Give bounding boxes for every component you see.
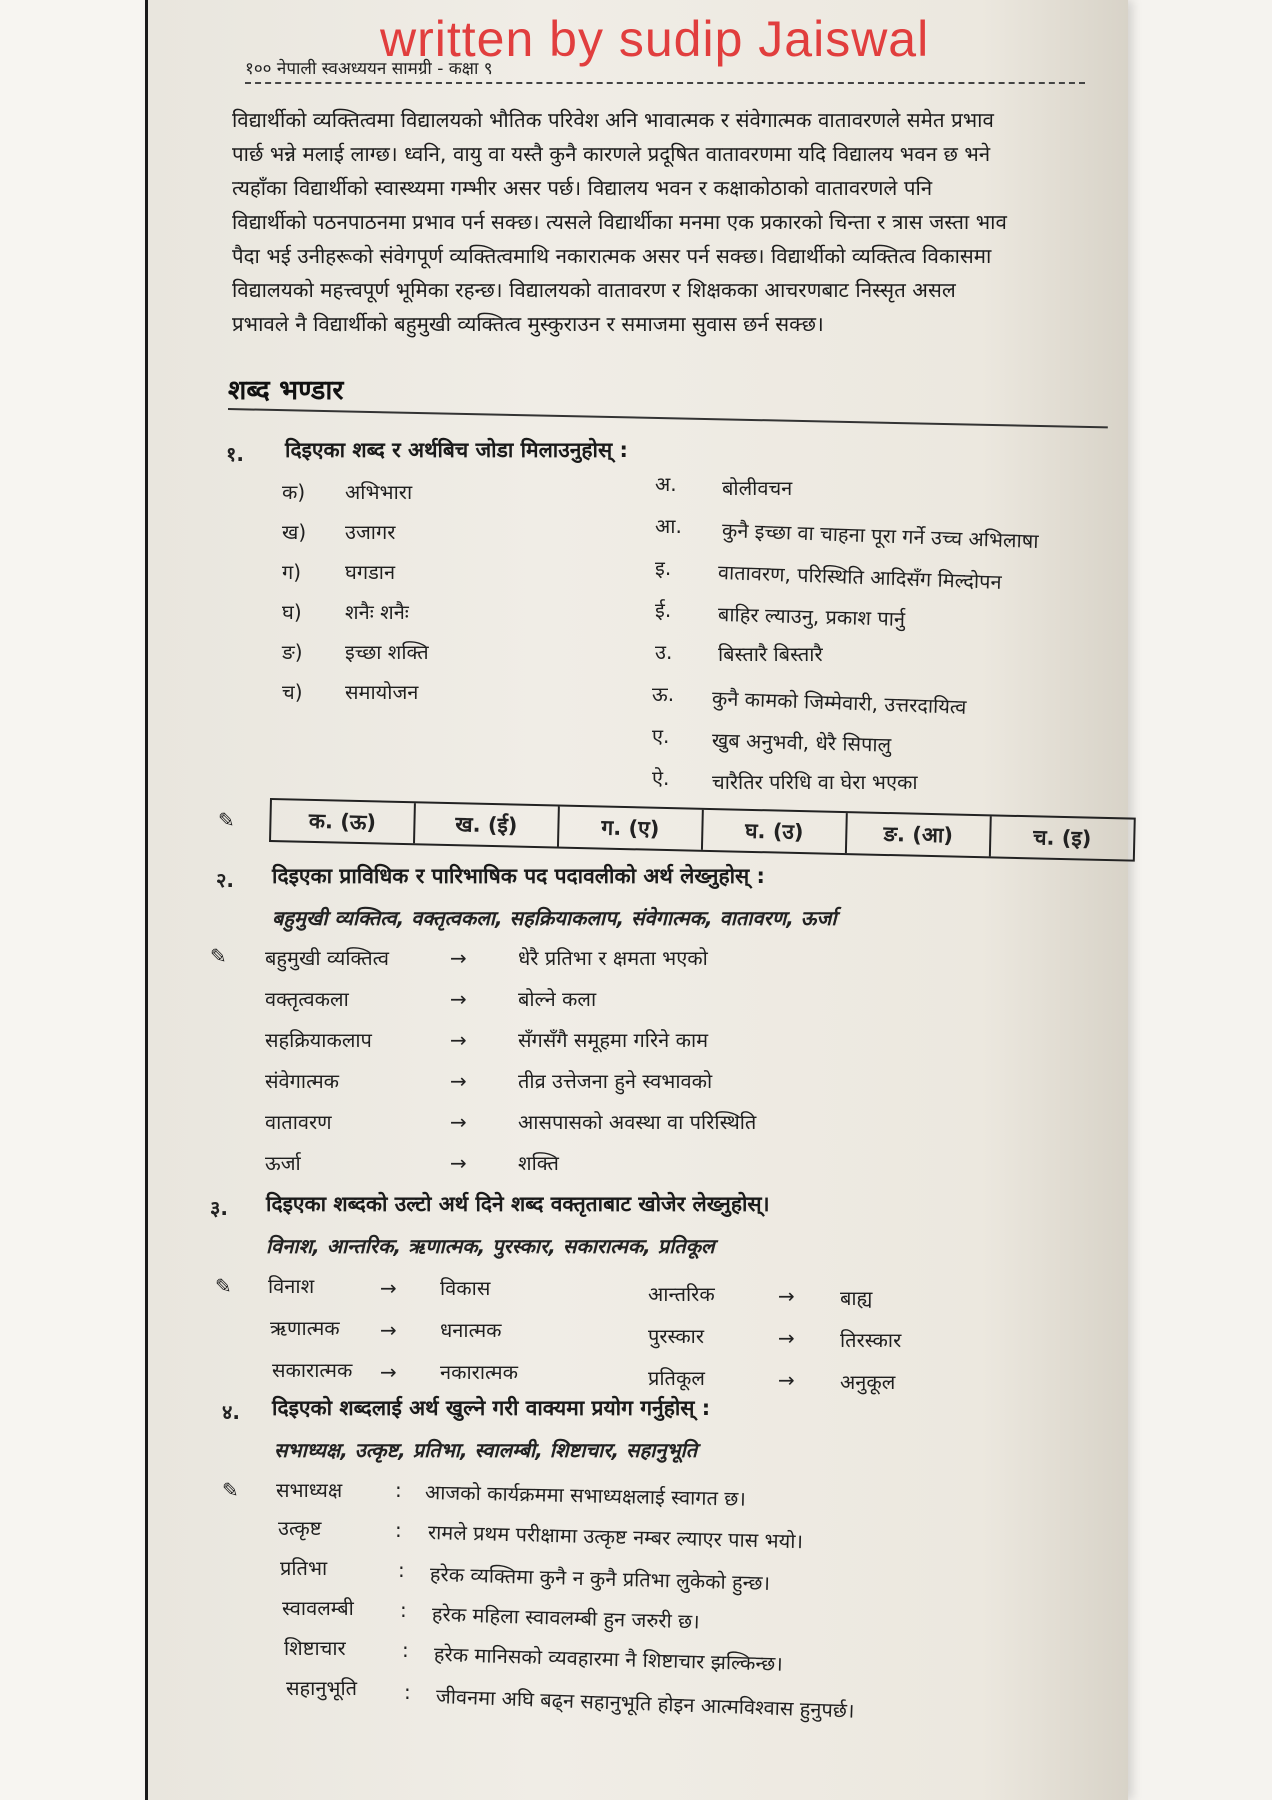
opposite-word: तिरस्कार <box>840 1328 902 1352</box>
match-right-meaning: बाहिर ल्याउनु, प्रकाश पार्नु <box>717 602 906 631</box>
left-margin <box>0 0 148 1800</box>
match-right-key: ए. <box>652 724 670 748</box>
pencil-icon: ✎ <box>210 944 227 968</box>
word: पुरस्कार <box>648 1324 705 1348</box>
paragraph-line: विद्यालयको महत्त्वपूर्ण भूमिका रहन्छ। विद्यालयको वातावरण र शिक्षकका आचरणबाट निस्सृत असल <box>232 278 956 302</box>
arrow-icon: → <box>450 987 467 1011</box>
question-text: दिइएको शब्दलाई अर्थ खुल्ने गरी वाक्यमा प्रयोग गर्नुहोस् : <box>272 1396 711 1420</box>
match-right-meaning: बोलीवचन <box>722 476 793 500</box>
pencil-icon: ✎ <box>222 1478 239 1502</box>
arrow-icon: → <box>380 1276 397 1300</box>
answer-cell: च. (इ) <box>1032 825 1092 851</box>
page-header: १०० नेपाली स्वअध्ययन सामग्री - कक्षा ९ <box>245 59 493 79</box>
sentence: आजको कार्यक्रममा सभाध्यक्षलाई स्वागत छ। <box>424 1480 747 1511</box>
sentence-word: स्वावलम्बी <box>282 1596 354 1620</box>
question-number: २. <box>216 868 234 892</box>
match-left-key: च) <box>282 680 303 704</box>
word: प्रतिकूल <box>648 1366 705 1390</box>
sentence: रामले प्रथम परीक्षामा उत्कृष्ट नम्बर ल्याएर पास भयो। <box>427 1520 804 1554</box>
match-right-key: आ. <box>655 514 682 538</box>
section-title: शब्द भण्डार <box>228 375 344 406</box>
right-margin <box>1128 0 1272 1800</box>
word: ऋणात्मक <box>270 1316 340 1340</box>
term-meaning: तीव्र उत्तेजना हुने स्वभावको <box>518 1069 713 1093</box>
match-left-word: इच्छा शक्ति <box>345 640 429 664</box>
match-right-key: उ. <box>655 640 673 664</box>
arrow-icon: → <box>380 1360 397 1384</box>
sentence-word: सहानुभूति <box>286 1676 358 1700</box>
match-left-key: घ) <box>282 600 302 624</box>
match-left-key: क) <box>282 480 306 504</box>
opposite-word: विकास <box>440 1276 491 1300</box>
arrow-icon: → <box>450 1028 467 1052</box>
match-left-word: अभिभारा <box>345 480 413 504</box>
sentence-word: प्रतिभा <box>280 1556 328 1580</box>
term: बहुमुखी व्यक्तित्व <box>265 946 390 970</box>
word: आन्तरिक <box>648 1282 715 1306</box>
sentence-word: सभाध्यक्ष <box>276 1478 343 1502</box>
match-left-word: उजागर <box>345 520 396 544</box>
opposite-word: धनात्मक <box>440 1318 502 1342</box>
arrow-icon: → <box>450 946 467 970</box>
question-number: ४. <box>222 1400 240 1424</box>
pencil-icon: ✎ <box>218 808 235 832</box>
match-right-key: इ. <box>655 556 672 580</box>
question-word-list: विनाश, आन्तरिक, ऋणात्मक, पुरस्कार, सकारात्मक, प्रतिकूल <box>266 1234 715 1258</box>
term: सहक्रियाकलाप <box>265 1028 372 1052</box>
sentence: हरेक व्यक्तिमा कुनै न कुनै प्रतिभा लुकेको हुन्छ। <box>429 1562 771 1595</box>
term-meaning: सँगसँगै समूहमा गरिने काम <box>518 1028 709 1052</box>
question-text: दिइएका प्राविधिक र पारिभाषिक पद पदावलीको अर्थ लेख्नुहोस् : <box>272 864 765 888</box>
arrow-icon: → <box>778 1326 795 1350</box>
match-right-meaning: बिस्तारै बिस्तारै <box>718 642 823 666</box>
arrow-icon: → <box>778 1368 795 1392</box>
term: वक्तृत्वकला <box>265 987 349 1011</box>
colon: : <box>395 1478 402 1502</box>
question-number: ३. <box>210 1196 228 1220</box>
paragraph-line: त्यहाँका विद्यार्थीको स्वास्थ्यमा गम्भीर असर पर्छ। विद्यालय भवन र कक्षाकोठाको वातावरणले पनि <box>232 176 933 200</box>
arrow-icon: → <box>450 1069 467 1093</box>
paragraph-line: विद्यार्थीको पठनपाठनमा प्रभाव पर्न सक्छ। त्यसले विद्यार्थीका मनमा एक प्रकारको चिन्ता र त्रास जस्ता भाव <box>232 210 1007 234</box>
answer-cell: घ. (उ) <box>703 810 848 853</box>
answer-cell: ख. (ई) <box>415 803 560 846</box>
match-right-key: ऊ. <box>652 682 675 706</box>
opposite-word: बाह्य <box>840 1286 873 1310</box>
term: संवेगात्मक <box>265 1069 340 1093</box>
question-word-list: बहुमुखी व्यक्तित्व, वक्तृत्वकला, सहक्रियाकलाप, संवेगात्मक, वातावरण, ऊर्जा <box>272 906 837 930</box>
colon: : <box>400 1598 407 1622</box>
match-left-key: ख) <box>282 520 307 544</box>
arrow-icon: → <box>450 1151 467 1175</box>
paragraph-line: पैदा भई उनीहरूको संवेगपूर्ण व्यक्तित्वमाथि नकारात्मक असर पर्न सक्छ। विद्यार्थीको व्यक्तित्व विकासमा <box>232 244 992 268</box>
term: वातावरण <box>265 1110 332 1134</box>
match-right-key: ई. <box>655 598 672 622</box>
pencil-icon: ✎ <box>215 1274 232 1298</box>
header-divider <box>245 82 1085 84</box>
opposite-word: अनुकूल <box>840 1370 896 1394</box>
sentence: हरेक मानिसको व्यवहारमा नै शिष्टाचार झल्किन्छ। <box>433 1642 784 1676</box>
answer-cell: ङ. (आ) <box>847 813 992 856</box>
match-left-word: समायोजन <box>345 680 419 704</box>
watermark: written by sudip Jaiswal <box>380 11 930 67</box>
term-meaning: आसपासको अवस्था वा परिस्थिति <box>518 1110 757 1134</box>
colon: : <box>398 1558 405 1582</box>
arrow-icon: → <box>778 1284 795 1308</box>
answer-cell: क. (ऊ) <box>271 800 416 843</box>
sentence: जीवनमा अघि बढ्न सहानुभूति होइन आत्मविश्वास हुनुपर्छ। <box>435 1684 855 1723</box>
question-text: दिइएका शब्द र अर्थबिच जोडा मिलाउनुहोस् : <box>285 438 628 462</box>
match-right-meaning: खुब अनुभवी, धेरै सिपालु <box>711 728 892 757</box>
term-meaning: बोल्ने कला <box>518 987 597 1011</box>
sentence-word: उत्कृष्ट <box>278 1516 322 1540</box>
match-left-key: ङ) <box>282 640 303 664</box>
match-right-key: अ. <box>655 472 677 496</box>
match-right-meaning: चारैतिर परिधि वा घेरा भएका <box>712 770 918 794</box>
sentence-word: शिष्टाचार <box>284 1636 346 1660</box>
paragraph-line: विद्यार्थीको व्यक्तित्वमा विद्यालयको भौतिक परिवेश अनि भावात्मक र संवेगात्मक वातावरणले समेत प्रभाव <box>232 108 994 132</box>
match-left-word: शनैः शनैः <box>345 600 409 624</box>
paragraph-line: प्रभावले नै विद्यार्थीको बहुमुखी व्यक्तित्व मुस्कुराउन र समाजमा सुवास छर्न सक्छ। <box>232 312 824 336</box>
sentence: हरेक महिला स्वावलम्बी हुन जरुरी छ। <box>431 1602 701 1634</box>
colon: : <box>402 1638 409 1662</box>
word: विनाश <box>268 1274 315 1298</box>
question-number: १. <box>226 442 244 466</box>
match-right-meaning: कुनै इच्छा वा चाहना पूरा गर्ने उच्च अभिलाषा <box>721 518 1039 554</box>
arrow-icon: → <box>380 1318 397 1342</box>
term: ऊर्जा <box>265 1151 301 1175</box>
term-meaning: धेरै प्रतिभा र क्षमता भएको <box>518 946 708 970</box>
word: सकारात्मक <box>272 1358 353 1382</box>
paragraph-line: पार्छ भन्ने मलाई लाग्छ। ध्वनि, वायु वा यस्तै कुनै कारणले प्रदूषित वातावरणमा यदि विद्यालय भवन छ भने <box>232 142 991 166</box>
question-word-list: सभाध्यक्ष, उत्कृष्ट, प्रतिभा, स्वालम्बी, शिष्टाचार, सहानुभूति <box>274 1438 698 1462</box>
match-right-meaning: वातावरण, परिस्थिति आदिसँग मिल्दोपन <box>717 560 1002 594</box>
match-right-key: ऐ. <box>652 766 670 790</box>
match-left-key: ग) <box>282 560 302 584</box>
answer-cell: ग. (ए) <box>559 807 704 850</box>
match-right-meaning: कुनै कामको जिम्मेवारी, उत्तरदायित्व <box>711 686 967 719</box>
arrow-icon: → <box>450 1110 467 1134</box>
colon: : <box>395 1518 402 1542</box>
term-meaning: शक्ति <box>518 1151 559 1175</box>
colon: : <box>404 1680 411 1704</box>
match-left-word: घगडान <box>345 560 396 584</box>
opposite-word: नकारात्मक <box>440 1360 518 1384</box>
question-text: दिइएका शब्दको उल्टो अर्थ दिने शब्द वक्तृताबाट खोजेर लेख्नुहोस्। <box>266 1192 770 1216</box>
